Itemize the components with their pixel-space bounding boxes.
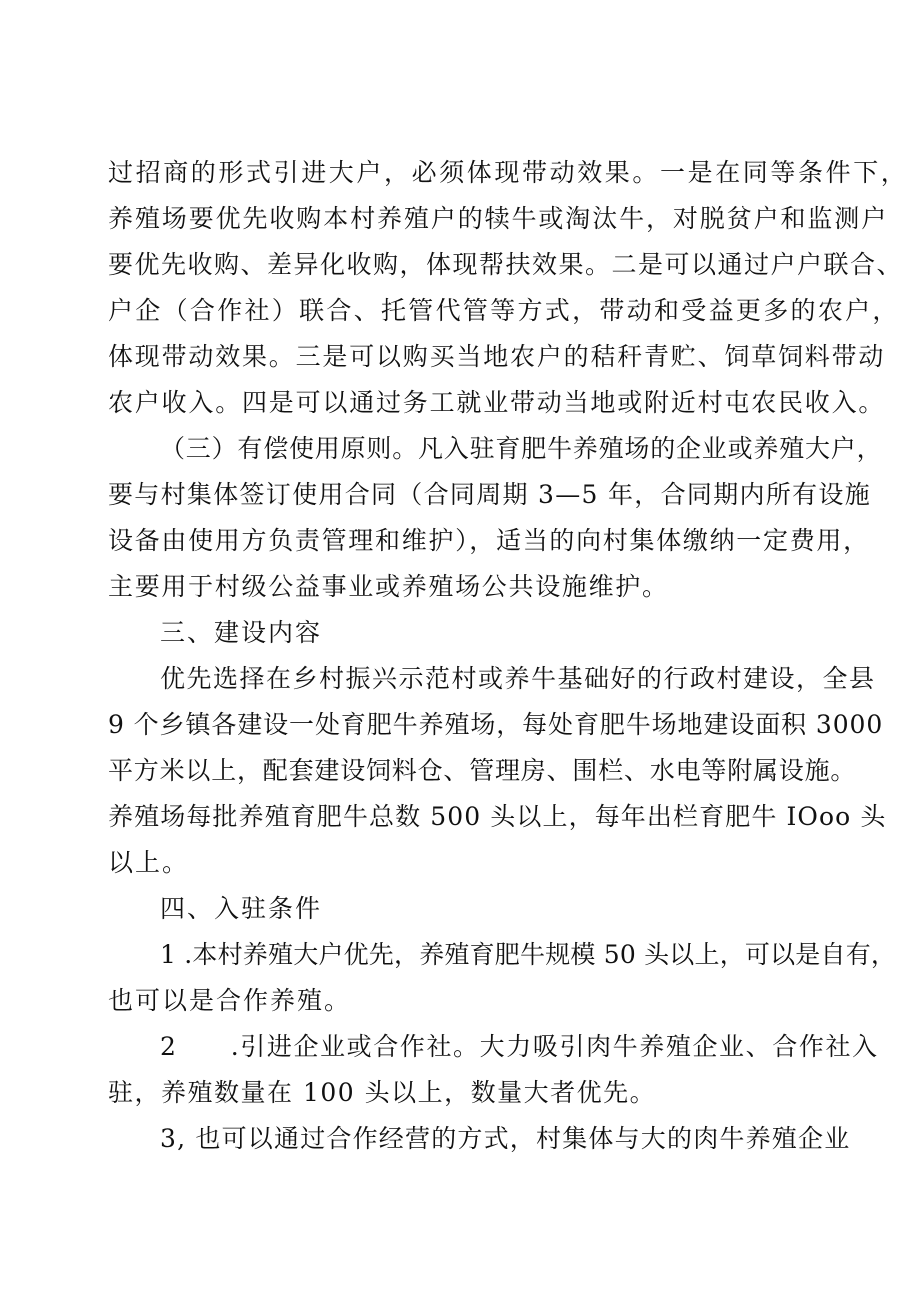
paragraph-line: 体现带动效果。三是可以购买当地农户的秸秆青贮、饲草饲料带动 — [108, 342, 886, 371]
paragraph-line: 以上。 — [108, 848, 190, 877]
paragraph-line: 9 个乡镇各建设一处育肥牛养殖场，每处育肥牛场地建设面积 3000 — [108, 710, 884, 739]
list-item: 1 .本村养殖大户优先，养殖育肥牛规模 50 头以上，可以是自有， — [160, 940, 897, 969]
paragraph-line: 过招商的形式引进大户，必须体现带动效果。一是在同等条件下， — [108, 158, 909, 187]
paragraph-line: 优先选择在乡村振兴示范村或养牛基础好的行政村建设，全县 — [160, 664, 876, 693]
paragraph-line: 农户收入。四是可以通过务工就业带动当地或附近村屯农民收入。 — [108, 388, 886, 417]
paragraph-line: 户企（合作社）联合、托管代管等方式，带动和受益更多的农户， — [108, 296, 900, 325]
section-heading: （三）有偿使用原则。凡入驻育肥牛养殖场的企业或养殖大户， — [160, 434, 883, 463]
paragraph-line: 养殖场要优先收购本村养殖户的犊牛或淘汰牛，对脱贫户和监测户 — [108, 204, 889, 233]
paragraph-line: 要与村集体签订使用合同（合同周期 3—5 年，合同期内所有设施 — [108, 480, 872, 509]
paragraph-line: 要优先收购、差异化收购，体现帮扶效果。二是可以通过户户联合、 — [108, 250, 904, 279]
paragraph-line: 也可以是合作养殖。 — [108, 986, 352, 1015]
paragraph-line: 平方米以上，配套建设饲料仓、管理房、围栏、水电等附属设施。 — [108, 756, 857, 785]
paragraph-line: 驻，养殖数量在 100 头以上，数量大者优先。 — [108, 1078, 657, 1107]
paragraph-line: 设备由使用方负责管理和维护），适当的向村集体缴纳一定费用， — [108, 526, 870, 555]
list-item: 3, 也可以通过合作经营的方式，村集体与大的肉牛养殖企业 — [160, 1124, 851, 1153]
section-heading: 三、建设内容 — [160, 618, 323, 647]
paragraph-line: 养殖场每批养殖育肥牛总数 500 头以上，每年出栏育肥牛 IOoo 头 — [108, 802, 887, 831]
paragraph-line: 主要用于村级公益事业或养殖场公共设施维护。 — [108, 572, 669, 601]
list-item: 2 .引进企业或合作社。大力吸引肉牛养殖企业、合作社入 — [160, 1032, 879, 1061]
section-heading: 四、入驻条件 — [160, 894, 323, 923]
